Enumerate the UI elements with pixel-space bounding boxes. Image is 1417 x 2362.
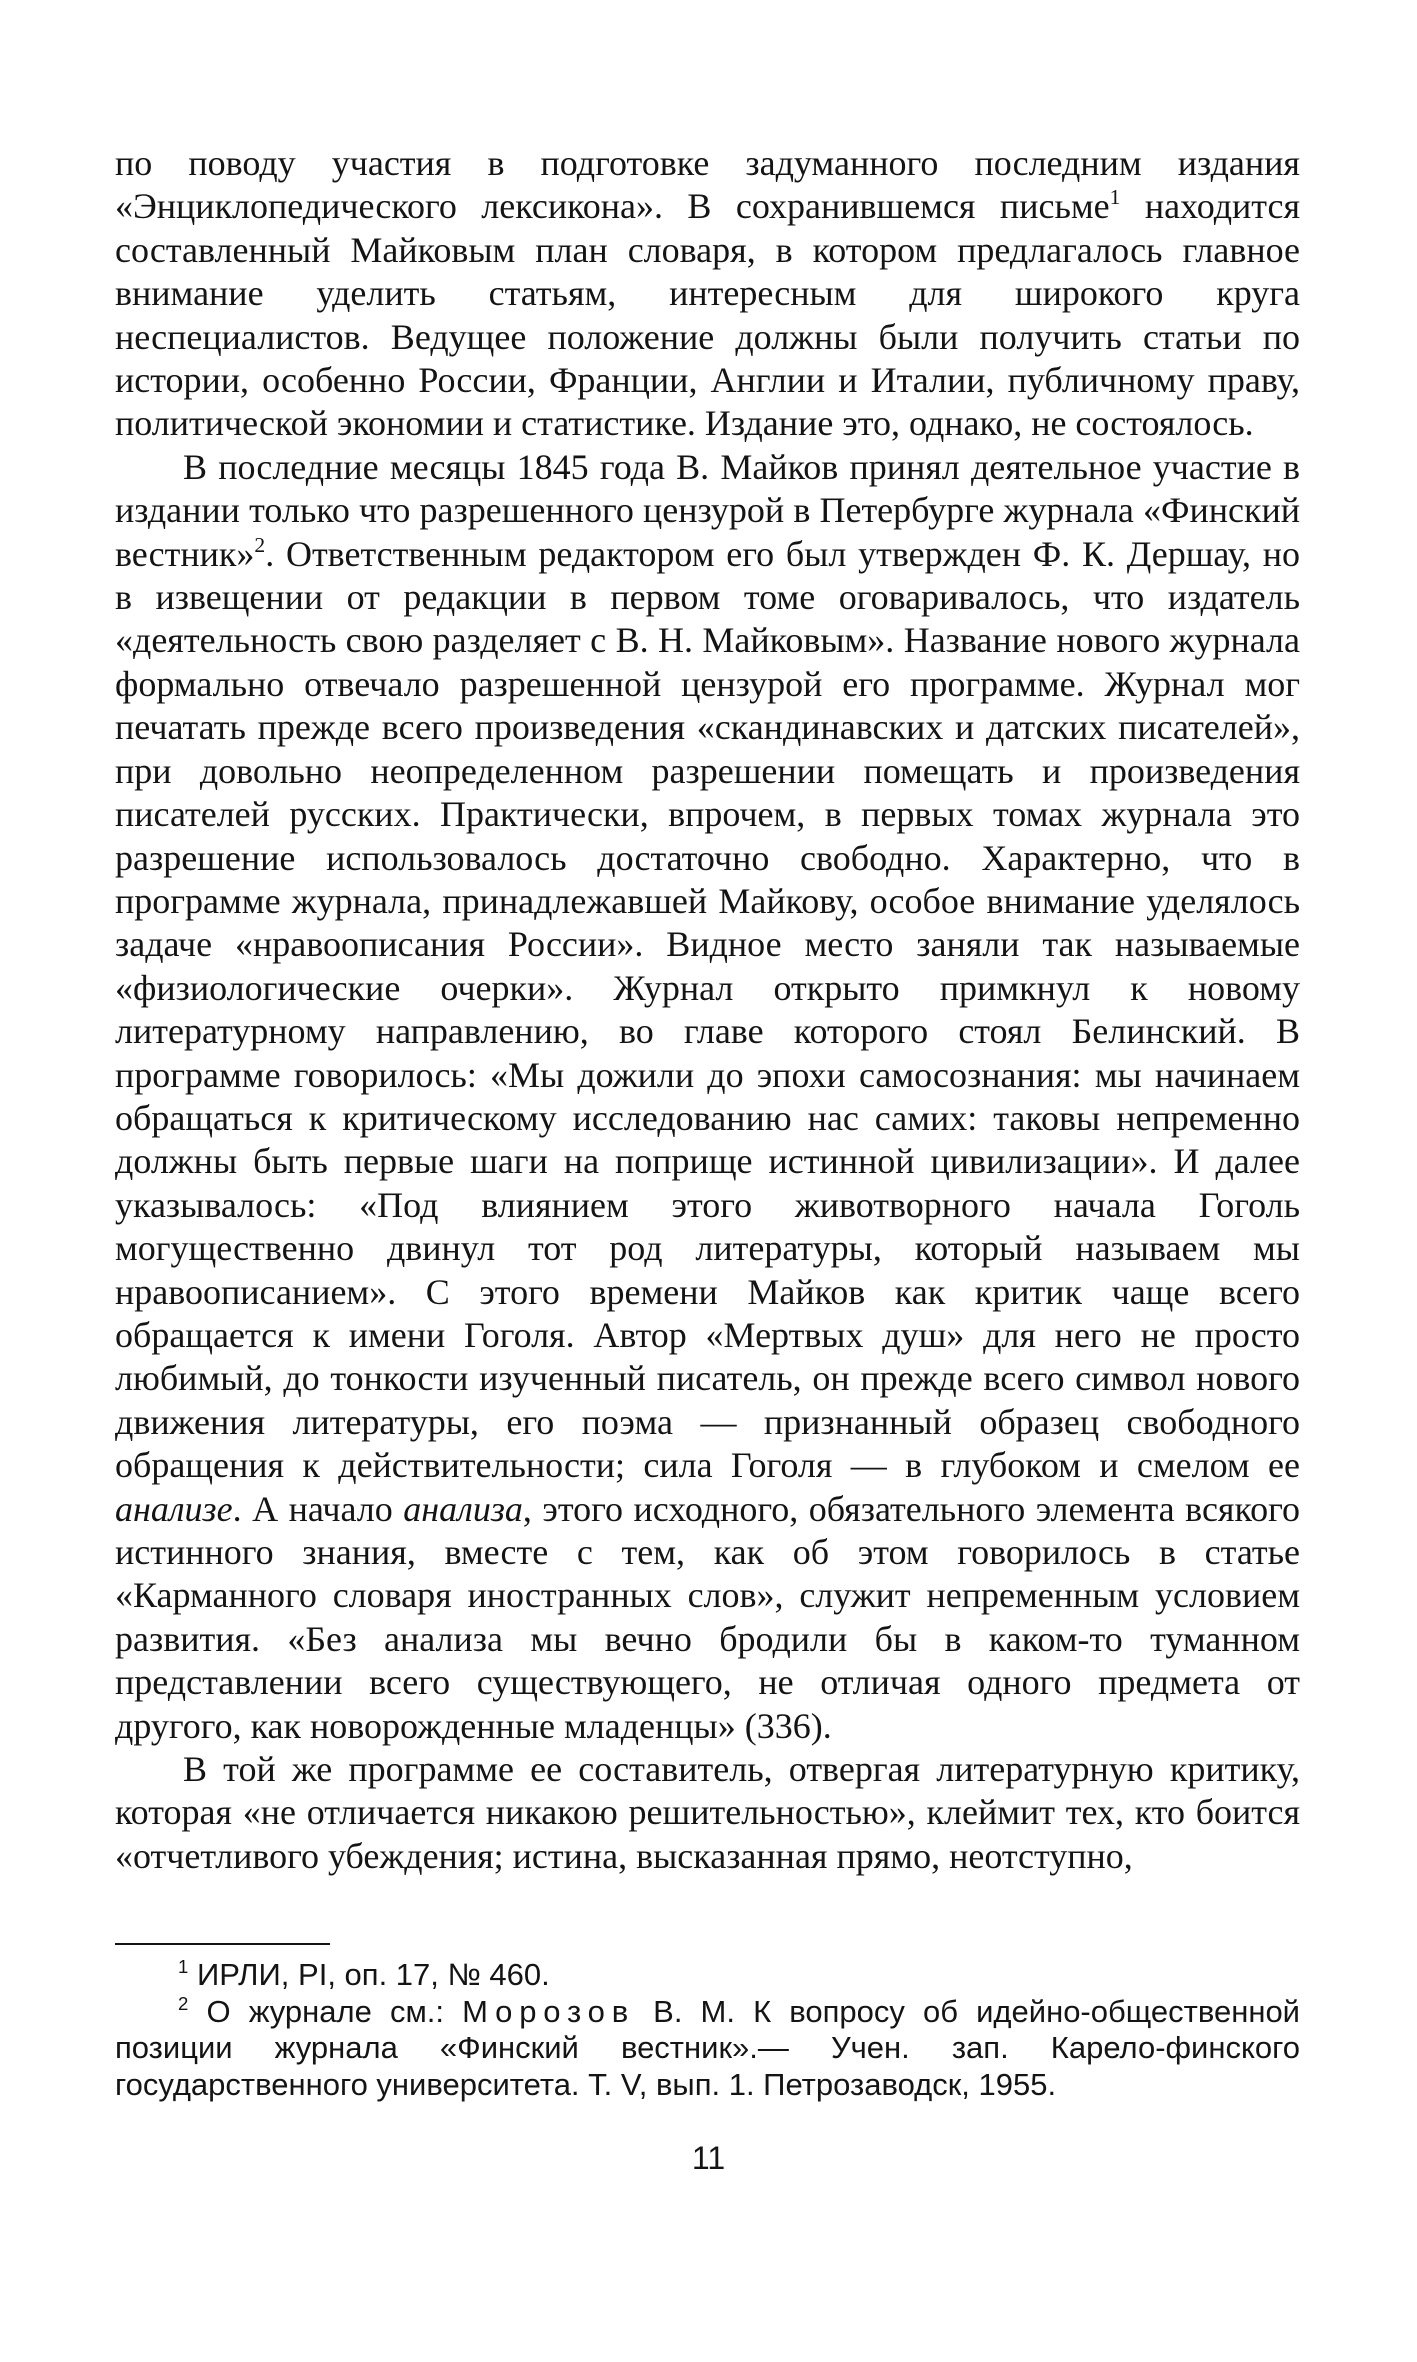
- emphasis: анализе: [115, 1488, 233, 1529]
- body-text: [115, 142, 1300, 1878]
- author-name: Морозов: [462, 1993, 636, 2029]
- footnote: $^2$ О журнале см.: Морозов В. М. К вопросу об идейно-общественной позиции журнала «Финский вестник».— Учен. зап. Карело-финского государственного университета. Т. V, вып. 1. Петрозаводск, 1955.: [115, 1992, 1301, 2102]
- emphasis: анализа: [403, 1488, 523, 1529]
- page-number: 11: [691, 2140, 726, 2176]
- footnote-number: 2: [178, 1992, 189, 2014]
- paragraph: В той же программе ее составитель, отвергая литературную критику, которая «не отличается никакою решительностью», клеймит тех, кто боится «отчетливого убеждения; истина, высказанная прямо, неотступно,: [115, 1749, 1300, 1876]
- footnotes: [115, 1957, 1300, 2103]
- footnote-divider: [115, 1943, 330, 1945]
- footnote-number: 1: [178, 1955, 189, 1977]
- paragraph: В последние месяцы 1845 года В. Майков принял деятельное участие в издании только что разрешенного цензурой в Петербурге журнала «Финский вестник»$^2$. Ответственным редактором его был утвержден Ф. К. Дершау, но в извещении от редакции в первом томе оговаривалось, что издатель «деятельность свою разделяет с В. Н. Майковым». Название нового журнала формально отвечало разрешенной цензурой его программе. Журнал мог печатать прежде всего произведения «скандинавских и датских писателей», при довольно неопределенном разрешении помещать и произведения писателей русских. Практически, впрочем, в первых томах журнала это разрешение использовалось достаточно свободно. Характерно, что в программе журнала, принадлежавшей Майкову, особое внимание уделялось задаче «нравоописания России». Видное место заняли так называемые «физиологические очерки». Журнал открыто примкнул к новому литературному направлению, во главе которого стоял Белинский. В программе говорилось: «Мы дожили до эпохи самосознания: мы начинаем обращаться к критическому исследованию нас самих: таковы непременно должны быть первые шаги на поприще истинной цивилизации». И далее указывалось: «Под влиянием этого животворного начала Гоголь могущественно двинул тот род литературы, который называем мы нравоописанием». С этого времени Майков как критик чаще всего обращается к имени Гоголя. Автор «Мертвых душ» для него не просто любимый, до тонкости изученный писатель, он прежде всего символ нового движения литературы, его поэма — признанный образец свободного обращения к действительности; сила Гоголя — в глубоком и смелом ее анализе. А начало анализа, этого исходного, обязательного элемента всякого истинного знания, вместе с тем, как об этом говорилось в статье «Карманного словаря иностранных слов», служит непременным условием развития. «Без анализа мы вечно бродили бы в каком-то туманном представлении всего существующего, не отличая одного предмета от другого, как новорожденные младенцы» (336).: [115, 446, 1301, 1746]
- footnote-ref[interactable]: 1: [1109, 185, 1121, 210]
- paragraph: по поводу участия в подготовке задуманного последним издания «Энциклопедического лексикона». В сохранившемся письме$^1$ находится составленный Майковым план словаря, в котором предлагалось главное внимание уделить статьям, интересным для широкого круга неспециалистов. Ведущее положение должны были получить статьи по истории, особенно России, Франции, Англии и Италии, публичному праву, политической экономии и статистике. Издание это, однако, не состоялось.: [115, 143, 1301, 444]
- footnote: $^1$ ИРЛИ, РІ, оп. 17, № 460.: [178, 1955, 550, 1992]
- footnote-ref[interactable]: 2: [254, 532, 266, 557]
